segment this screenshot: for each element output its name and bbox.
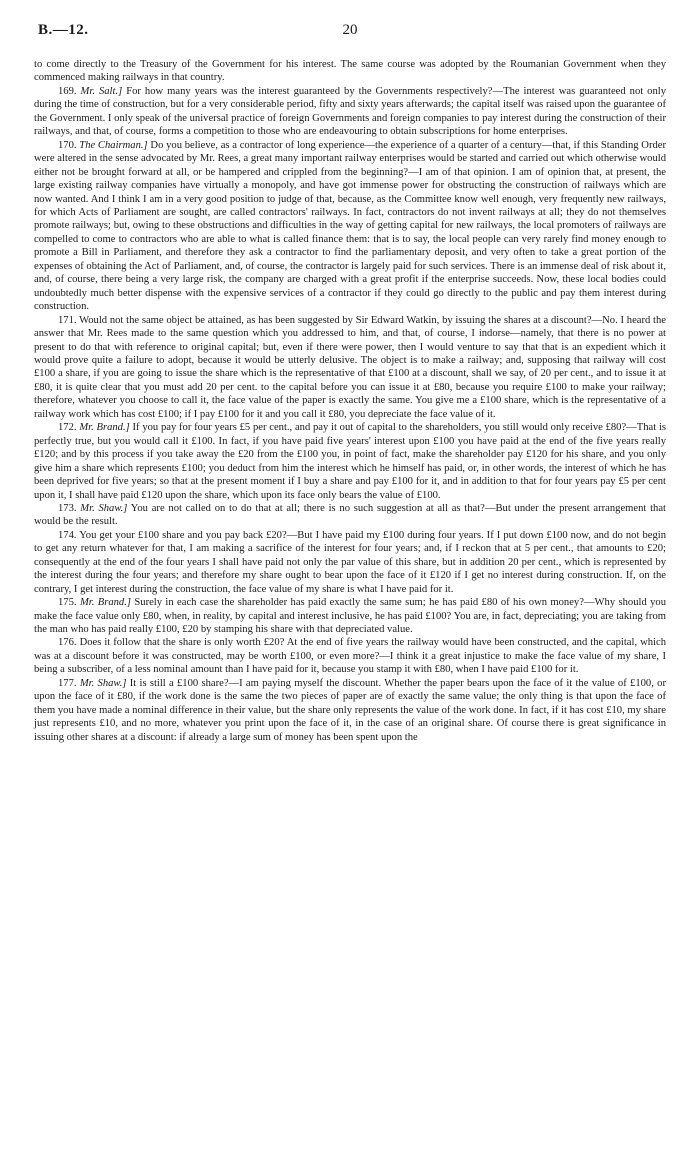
document-code: B.—12. xyxy=(38,22,89,38)
paragraph xyxy=(34,85,666,139)
paragraph xyxy=(34,596,666,636)
paragraph-text: Surely in each case the shareholder has paid exactly the same sum; he has paid £80 of his own money?—Why should you make the face value only £80, when, in reality, by capital and interest inclusive, he has paid £100? You are, in fact, depreciating; you are taking from the man who has paid really £100, £20 by stamping his share with that depreciated value. xyxy=(34,597,667,636)
page-number: 20 xyxy=(342,22,358,38)
question-number: 173. xyxy=(58,502,77,514)
paragraph-text: You get your £100 share and you pay back £20?—But I have paid my £100 during four years. If I put down £100 now, and do not begin to get any return whatever for that, I am making a sacrifice of the interest for four years; and, if I reckon that at 5 per cent., that amounts to £20; consequently at the end of the four years I shall have paid not only the par value of this share, but in addition 20 per cent., which is represented by the interest during the four years; and therefore my share ought to bear upon the face of it £120 if I get no interest during construction. If, on the contrary, I get interest during the construction, the face value of my share is what I have paid for it. xyxy=(34,529,666,595)
paragraph xyxy=(34,529,666,596)
paragraph-text: Do you believe, as a contractor of long experience—the experience of a quarter of a century—that, if this Standing Order were altered in the sense advocated by Mr. Rees, a great many important railway enterprises would be started and carried out which otherwise would either not be brought forward at all, or be hampered and crippled from the beginning?—I am of that opinion. I am of opinion that, at present, the large existing railway companies have virtually a monopoly, and have got immense power for obstructing the construction of railways which are now wanted. And I think I am in a very good position to judge of that, because, as the Committee know well enough, very frequently new railways, for which Acts of Parliament are sought, are called contractors' railways. In fact, contractors do not invent railways at all; they do not themselves promote railways; but, owing to these obstructions and difficulties in the way of getting capital for new railways, the local promoters of railways are compelled to come to contractors who are able to what is called finance them: that is to say, the local people can very rarely find money enough to promote a Bill in Parliament, and therefore they ask a contractor to find the parliamentary deposit, and very often to take a great portion of the expenses of obtaining the Act of Parliament, and, of course, the contractor is largely paid for such services. There is an immense deal of risk about it, and, of course, there being a very large risk, the company are charged with a great profit if the enterprise succeeds. Now, these local bodies could undoubtedly much better dispense with the expensive services of a contractor if they could go directly to the public and pay them interest during construction. xyxy=(34,139,667,313)
paragraph-text: If you pay for four years £5 per cent., and pay it out of capital to the shareholders, you still would only receive £80?—That is perfectly true, but you would call it £100. In fact, if you have paid five years' interest upon £100 you have paid at the end of the five years really £120; and by this process if you take away the £20 from the £100 you, in point of fact, make the shareholder pay £120 for his share, and you only give him a share which represents £100; you deduct from him the interest which he himself has paid, or, in other words, the interest of which he has been deprived for five years; so that at the present moment if I buy a share and pay £100 for it, and in addition to that for four years pay £5 per cent upon it, I shall have paid £120 upon the share, which upon its face only bears the value of £100. xyxy=(34,422,667,501)
question-number: 176. xyxy=(58,637,77,649)
paragraph-text: You are not called on to do that at all; there is no such suggestion at all as that?—But under the present arrangement that would be the result. xyxy=(34,502,666,528)
speaker: Mr. Shaw.] xyxy=(80,502,128,514)
speaker: Mr. Brand.] xyxy=(79,597,131,609)
body-text xyxy=(34,58,666,744)
paragraph-text: Does it follow that the share is only worth £20? At the end of five years the railway would have been constructed, and the capital, which was at a discount before it was constructed, may be worth £100, or even more?—I think it a great injustice to make the face value of my share, I being a subscriber, of a less nominal amount than I have paid for it, because you stamp it with £80, when I have paid £100 for it. xyxy=(34,637,666,676)
paragraph xyxy=(34,58,666,85)
paragraph xyxy=(34,421,666,502)
paragraph xyxy=(34,139,666,314)
question-number: 175. xyxy=(58,597,77,609)
paragraph xyxy=(34,314,666,422)
paragraph xyxy=(34,502,666,529)
paragraph-text: It is still a £100 share?—I am paying myself the discount. Whether the paper bears upon the face of it the value of £100, or upon the face of it £80, if the work done is the same the two pieces of paper are of exactly the same value; the only thing is that upon the face of them you have made a nominal difference in their value, but the share only represents the value of the work done. In fact, if it has cost £10, my share just represents £10, and no more, whatever you print upon the face of it, in the case of an original share. Of course there is great significance in issuing other shares at a discount: if already a large sum of money has been spent upon the xyxy=(34,677,666,743)
question-number: 171. xyxy=(58,314,77,326)
question-number: 177. xyxy=(58,677,77,689)
paragraph xyxy=(34,636,666,676)
speaker: Mr. Salt.] xyxy=(80,85,123,97)
paragraph-text: Would not the same object be attained, as has been suggested by Sir Edward Watkin, by issuing the shares at a discount?—No. I heard the answer that Mr. Rees made to the same question which you addressed to him, and that, of course, I indorse—namely, that there is no power at present to do that with reference to original capital; but, even if there were power, then I would venture to say that that is an expedient which it would prove quite a failure to adopt, because it would be utterly delusive. The object is to make a railway; and, supposing that railway will cost £100 a share, if you are going to issue the share which is the representative of that £100 at a discount, shall we say, of 20 per cent., and to issue it at £80, it is quite clear that you must add 20 per cent. to the capital before you can issue it at £80, because you require £100 to make your railway; therefore, whatever you choose to call it, the face value of the paper is exactly the same. You give me a £100 share, which is the representative of a railway work which has cost £100; if I pay £100 for it and you call it £80, you depreciate the face value of it. xyxy=(34,314,666,420)
paragraph-text: For how many years was the interest guaranteed by the Governments respectively?—The interest was guaranteed not only during the time of construction, but for a very considerable period, fifty and sixty years afterwards; the capital itself was raised upon the guarantee of the Government. I only speak of the universal practice of foreign Governments and foreign companies to pay interest during the construction of their railways, and that, of course, forms a competition to those who are endeavouring to obtain subscriptions for home enterprises. xyxy=(34,85,667,138)
paragraph-text: to come directly to the Treasury of the Government for his interest. The same course was adopted by the Roumanian Government when they commenced making railways in that country. xyxy=(34,59,666,84)
question-number: 174. xyxy=(58,529,77,541)
question-number: 170. xyxy=(58,139,77,151)
page-header xyxy=(34,22,666,48)
speaker: Mr. Brand.] xyxy=(79,422,130,434)
paragraph xyxy=(34,677,666,744)
question-number: 172. xyxy=(58,422,77,434)
speaker: The Chairman.] xyxy=(79,139,148,151)
question-number: 169. xyxy=(58,85,77,97)
speaker: Mr. Shaw.] xyxy=(79,677,127,689)
